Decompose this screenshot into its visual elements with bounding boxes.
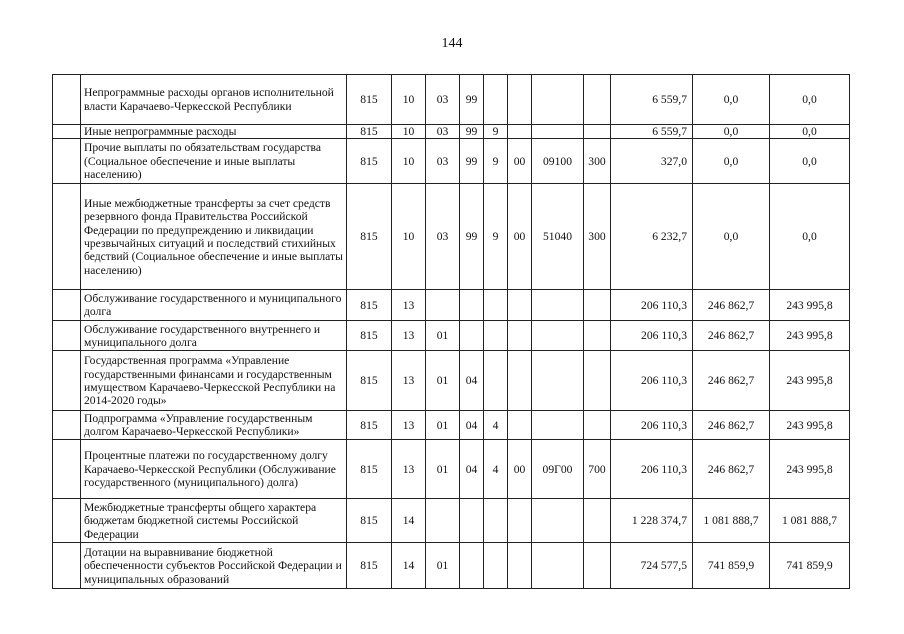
section-code: 14: [392, 543, 426, 589]
amount-cell: 1 081 888,7: [693, 499, 770, 543]
amount-cell: 6 559,7: [611, 75, 693, 125]
table-row: [53, 75, 850, 125]
program-code: [460, 543, 484, 589]
amount-cell: 246 862,7: [693, 321, 770, 351]
budget-item-name: Дотации на выравнивание бюджетной обеспеченности субъектов Российской Федерации и муниципальных образований: [81, 543, 347, 589]
table-row: [53, 440, 850, 499]
table-row: [53, 321, 850, 351]
target-code: [532, 290, 584, 321]
amount-cell: 243 995,8: [770, 290, 850, 321]
direction-code: [508, 411, 532, 440]
amount-cell: 6 559,7: [611, 125, 693, 139]
amount-cell: 327,0: [611, 139, 693, 184]
amount-cell: 724 577,5: [611, 543, 693, 589]
subprogram-code: 9: [484, 125, 508, 139]
subprogram-code: 4: [484, 411, 508, 440]
program-code: 99: [460, 75, 484, 125]
expense-type-code: [584, 290, 611, 321]
budget-item-name: Обслуживание государственного и муниципального долга: [81, 290, 347, 321]
budget-item-name: Подпрограмма «Управление государственным долгом Карачаево-Черкесской Республики»: [81, 411, 347, 440]
amount-cell: 0,0: [693, 139, 770, 184]
blank-margin-cell: [53, 499, 81, 543]
budget-item-name: Прочие выплаты по обязательствам государства (Социальное обеспечение и иные выплаты населению): [81, 139, 347, 184]
target-code: [532, 411, 584, 440]
subsection-code: 01: [426, 543, 460, 589]
admin-code: 815: [347, 351, 392, 411]
subsection-code: [426, 499, 460, 543]
amount-cell: 246 862,7: [693, 411, 770, 440]
blank-margin-cell: [53, 75, 81, 125]
amount-cell: 0,0: [693, 75, 770, 125]
direction-code: [508, 125, 532, 139]
admin-code: 815: [347, 125, 392, 139]
direction-code: [508, 321, 532, 351]
amount-cell: 243 995,8: [770, 411, 850, 440]
section-code: 10: [392, 75, 426, 125]
amount-cell: 741 859,9: [693, 543, 770, 589]
amount-cell: 0,0: [693, 125, 770, 139]
admin-code: 815: [347, 139, 392, 184]
amount-cell: 0,0: [770, 139, 850, 184]
program-code: [460, 290, 484, 321]
table-row: [53, 411, 850, 440]
amount-cell: 243 995,8: [770, 351, 850, 411]
blank-margin-cell: [53, 321, 81, 351]
subsection-code: 01: [426, 440, 460, 499]
subprogram-code: [484, 75, 508, 125]
subprogram-code: [484, 499, 508, 543]
section-code: 13: [392, 351, 426, 411]
expense-type-code: [584, 351, 611, 411]
subsection-code: 01: [426, 351, 460, 411]
amount-cell: 0,0: [770, 184, 850, 290]
blank-margin-cell: [53, 125, 81, 139]
direction-code: [508, 499, 532, 543]
subprogram-code: [484, 321, 508, 351]
blank-margin-cell: [53, 184, 81, 290]
amount-cell: 243 995,8: [770, 321, 850, 351]
amount-cell: 243 995,8: [770, 440, 850, 499]
budget-table-body: [53, 75, 850, 589]
subsection-code: 03: [426, 125, 460, 139]
program-code: [460, 321, 484, 351]
amount-cell: 206 110,3: [611, 351, 693, 411]
table-row: [53, 351, 850, 411]
target-code: [532, 499, 584, 543]
subsection-code: 01: [426, 321, 460, 351]
subsection-code: 03: [426, 139, 460, 184]
program-code: 99: [460, 125, 484, 139]
admin-code: 815: [347, 321, 392, 351]
page-number: 144: [441, 36, 463, 51]
target-code: [532, 543, 584, 589]
direction-code: [508, 290, 532, 321]
amount-cell: 741 859,9: [770, 543, 850, 589]
admin-code: 815: [347, 75, 392, 125]
direction-code: 00: [508, 139, 532, 184]
admin-code: 815: [347, 440, 392, 499]
budget-item-name: Межбюджетные трансферты общего характера бюджетам бюджетной системы Российской Федерации: [81, 499, 347, 543]
direction-code: [508, 75, 532, 125]
expense-type-code: [584, 321, 611, 351]
target-code: 09100: [532, 139, 584, 184]
admin-code: 815: [347, 290, 392, 321]
subprogram-code: [484, 351, 508, 411]
section-code: 13: [392, 411, 426, 440]
amount-cell: 0,0: [770, 75, 850, 125]
subprogram-code: 4: [484, 440, 508, 499]
amount-cell: 1 081 888,7: [770, 499, 850, 543]
target-code: 09Г00: [532, 440, 584, 499]
program-code: 99: [460, 139, 484, 184]
amount-cell: 206 110,3: [611, 290, 693, 321]
blank-margin-cell: [53, 543, 81, 589]
program-code: 99: [460, 184, 484, 290]
blank-margin-cell: [53, 440, 81, 499]
budget-item-name: Иные межбюджетные трансферты за счет средств резервного фонда Правительства Российской Федерации по предупреждению и ликвидации чрезвычайных ситуаций и последствий стихийных бедствий (Социальное обеспечение и иные выплаты населению): [81, 184, 347, 290]
section-code: 10: [392, 125, 426, 139]
amount-cell: 206 110,3: [611, 411, 693, 440]
expense-type-code: [584, 543, 611, 589]
target-code: [532, 75, 584, 125]
amount-cell: 246 862,7: [693, 440, 770, 499]
blank-margin-cell: [53, 139, 81, 184]
blank-margin-cell: [53, 411, 81, 440]
expense-type-code: [584, 499, 611, 543]
subprogram-code: [484, 543, 508, 589]
program-code: 04: [460, 440, 484, 499]
amount-cell: 246 862,7: [693, 351, 770, 411]
section-code: 14: [392, 499, 426, 543]
target-code: [532, 351, 584, 411]
amount-cell: 206 110,3: [611, 321, 693, 351]
expense-type-code: [584, 411, 611, 440]
budget-item-name: Государственная программа «Управление государственными финансами и государственным имуществом Карачаево-Черкесской Республики на 2014-2020 годы»: [81, 351, 347, 411]
admin-code: 815: [347, 499, 392, 543]
subsection-code: [426, 290, 460, 321]
program-code: [460, 499, 484, 543]
expense-type-code: [584, 125, 611, 139]
program-code: 04: [460, 411, 484, 440]
admin-code: 815: [347, 543, 392, 589]
amount-cell: 0,0: [770, 125, 850, 139]
expense-type-code: [584, 75, 611, 125]
direction-code: 00: [508, 440, 532, 499]
table-row: [53, 184, 850, 290]
budget-table: [52, 74, 850, 589]
section-code: 10: [392, 184, 426, 290]
blank-margin-cell: [53, 351, 81, 411]
direction-code: 00: [508, 184, 532, 290]
table-row: [53, 543, 850, 589]
target-code: [532, 321, 584, 351]
admin-code: 815: [347, 184, 392, 290]
subprogram-code: [484, 290, 508, 321]
subsection-code: 01: [426, 411, 460, 440]
expense-type-code: 300: [584, 184, 611, 290]
subprogram-code: 9: [484, 184, 508, 290]
section-code: 13: [392, 290, 426, 321]
subprogram-code: 9: [484, 139, 508, 184]
table-row: [53, 499, 850, 543]
section-code: 10: [392, 139, 426, 184]
admin-code: 815: [347, 411, 392, 440]
amount-cell: 0,0: [693, 184, 770, 290]
amount-cell: 246 862,7: [693, 290, 770, 321]
target-code: 51040: [532, 184, 584, 290]
target-code: [532, 125, 584, 139]
amount-cell: 6 232,7: [611, 184, 693, 290]
blank-margin-cell: [53, 290, 81, 321]
section-code: 13: [392, 440, 426, 499]
budget-item-name: Обслуживание государственного внутреннего и муниципального долга: [81, 321, 347, 351]
budget-item-name: Непрограммные расходы органов исполнительной власти Карачаево-Черкесской Республики: [81, 75, 347, 125]
budget-item-name: Процентные платежи по государственному долгу Карачаево-Черкесской Республики (Обслуживание государственного (муниципального) долга): [81, 440, 347, 499]
amount-cell: 206 110,3: [611, 440, 693, 499]
budget-item-name: Иные непрограммные расходы: [81, 125, 347, 139]
program-code: 04: [460, 351, 484, 411]
direction-code: [508, 543, 532, 589]
table-row: [53, 139, 850, 184]
direction-code: [508, 351, 532, 411]
expense-type-code: 300: [584, 139, 611, 184]
subsection-code: 03: [426, 75, 460, 125]
expense-type-code: 700: [584, 440, 611, 499]
amount-cell: 1 228 374,7: [611, 499, 693, 543]
table-row: [53, 125, 850, 139]
table-row: [53, 290, 850, 321]
section-code: 13: [392, 321, 426, 351]
subsection-code: 03: [426, 184, 460, 290]
